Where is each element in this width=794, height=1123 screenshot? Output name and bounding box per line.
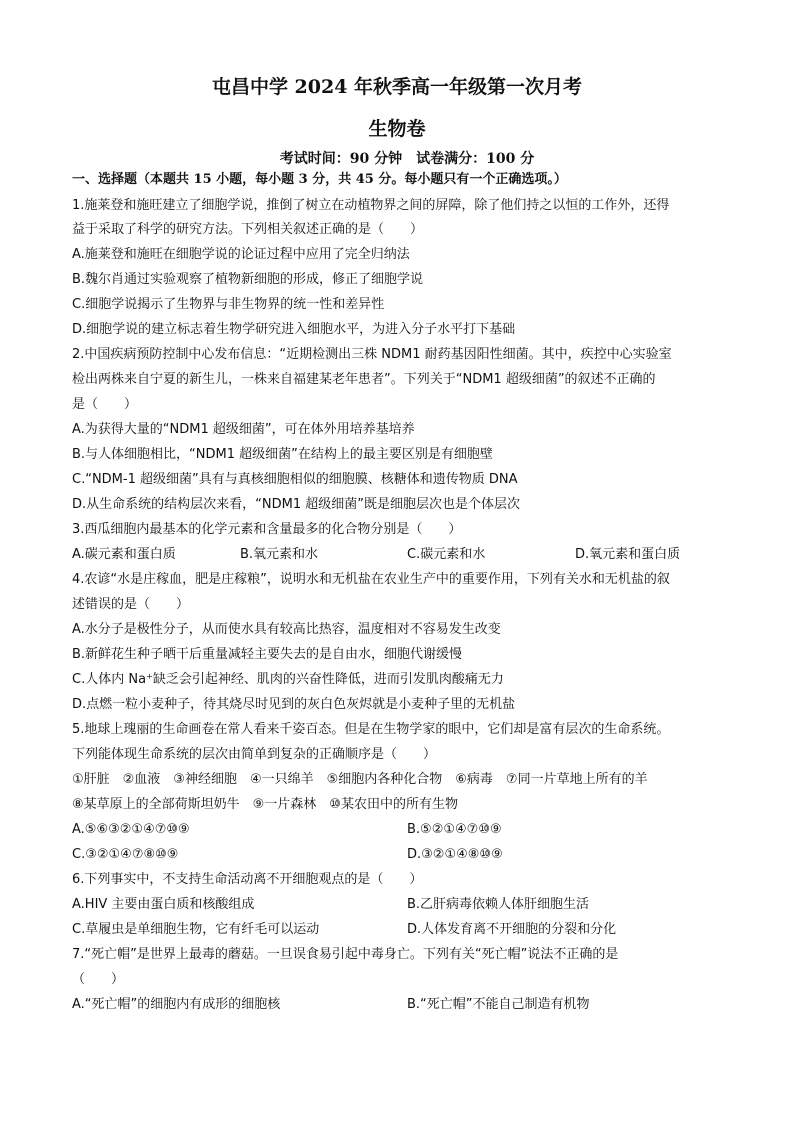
q3-stem: 3.西瓜细胞内最基本的化学元素和含量最多的化合物分别是（ ） (72, 522, 462, 537)
q7-option-a: A.“死亡帽”的细胞内有成形的细胞核 (72, 997, 281, 1012)
q7-stem-2: （ ） (72, 972, 125, 987)
q1-option-c: C.细胞学说揭示了生物界与非生物界的统一性和差异性 (72, 297, 385, 312)
q5-option-c: C.③②①④⑦⑧⑩⑨ (72, 847, 179, 862)
q1-option-b: B.魏尔肖通过实验观察了植物新细胞的形成，修正了细胞学说 (72, 272, 424, 287)
q5-option-a: A.⑤⑥③②①④⑦⑩⑨ (72, 822, 190, 837)
q2-option-a: A.为获得大量的“NDM1 超级细菌”，可在体外用培养基培养 (72, 422, 415, 437)
q2-stem-1: 2.中国疾病预防控制中心发布信息：“近期检测出三株 NDM1 耐药基因阳性细菌。其中，疾控中心实验室 (72, 347, 672, 362)
exam-info: 考试时间：90 分钟 试卷满分：100 分 (279, 151, 535, 167)
q2-stem-2: 检出两株来自宁夏的新生儿，一株来自福建某老年患者”。下列关于“NDM1 超级细菌”的叙述不正确的 (72, 372, 656, 387)
q5-items-1: ①肝脏 ②血液 ③神经细胞 ④一只绵羊 ⑤细胞内各种化合物 ⑥病毒 ⑦同一片草地上所有的羊 (72, 772, 648, 787)
q6-option-c: C.草履虫是单细胞生物，它有纤毛可以运动 (72, 922, 320, 937)
q4-stem-2: 述错误的是（ ） (72, 597, 190, 612)
q1-stem-2: 益于采取了科学的研究方法。下列相关叙述正确的是（ ） (72, 222, 424, 237)
q6-option-d: D.人体发育离不开细胞的分裂和分化 (407, 922, 617, 937)
q7-options-ab (72, 995, 722, 1015)
exam-title: 屯昌中学 2024 年秋季高一年级第一次月考 (211, 76, 583, 98)
q3-option-c: C.碳元素和水 (407, 547, 486, 562)
q5-option-b: B.⑤②①④⑦⑩⑨ (407, 822, 502, 837)
q4-option-b: B.新鲜花生种子晒干后重量减轻主要失去的是自由水，细胞代谢缓慢 (72, 647, 463, 662)
subject-title: 生物卷 (368, 118, 426, 140)
q5-option-d: D.③②①④⑧⑩⑨ (407, 847, 503, 862)
q2-option-c: C.“NDM-1 超级细菌”具有与真核细胞相似的细胞膜、核糖体和遗传物质 DNA (72, 472, 518, 487)
q1-stem-1: 1.施莱登和施旺建立了细胞学说，推倒了树立在动植物界之间的屏障，除了他们持之以恒的工作外，还得 (72, 198, 670, 213)
q7-stem-1: 7.“死亡帽”是世界上最毒的蘑菇。一旦误食易引起中毒身亡。下列有关“死亡帽”说法不正确的是 (72, 947, 619, 962)
q4-option-a: A.水分子是极性分子，从而使水具有较高比热容，温度相对不容易发生改变 (72, 622, 501, 637)
q2-option-d: D.从生命系统的结构层次来看，“NDM1 超级细菌”既是细胞层次也是个体层次 (72, 497, 520, 512)
q3-option-d: D.氧元素和蛋白质 (575, 547, 681, 562)
q6-stem: 6.下列事实中，不支持生命活动离不开细胞观点的是（ ） (72, 872, 423, 887)
q3-options (72, 545, 722, 565)
q5-options-ab (72, 820, 722, 840)
q2-stem-3: 是（ ） (72, 397, 138, 412)
section-heading: 一、选择题（本题共 15 小题，每小题 3 分，共 45 分。每小题只有一个正确选项。） (72, 172, 567, 187)
q5-items-2: ⑧某草原上的全部荷斯坦奶牛 ⑨一片森林 ⑩某农田中的所有生物 (72, 797, 458, 812)
q7-option-b: B.“死亡帽”不能自己制造有机物 (407, 997, 590, 1012)
q6-option-a: A.HIV 主要由蛋白质和核酸组成 (72, 897, 255, 912)
q3-option-b: B.氧元素和水 (240, 547, 319, 562)
q4-option-d: D.点燃一粒小麦种子，待其烧尽时见到的灰白色灰烬就是小麦种子里的无机盐 (72, 697, 516, 712)
q6-options-ab (72, 895, 722, 915)
q6-options-cd (72, 920, 722, 940)
q1-option-a: A.施莱登和施旺在细胞学说的论证过程中应用了完全归纳法 (72, 247, 410, 262)
q2-option-b: B.与人体细胞相比，“NDM1 超级细菌”在结构上的最主要区别是有细胞壁 (72, 447, 493, 462)
q6-option-b: B.乙肝病毒依赖人体肝细胞生活 (407, 897, 590, 912)
q4-stem-1: 4.农谚“水是庄稼血，肥是庄稼粮”，说明水和无机盐在农业生产中的重要作用，下列有关水和无机盐的叙 (72, 572, 670, 587)
q3-option-a: A.碳元素和蛋白质 (72, 547, 176, 562)
q5-options-cd (72, 845, 722, 865)
q4-option-c: C.人体内 Na⁺缺乏会引起神经、肌肉的兴奋性降低，进而引发肌肉酸痛无力 (72, 672, 504, 687)
q5-stem-2: 下列能体现生命系统的层次由简单到复杂的正确顺序是（ ） (72, 747, 437, 762)
q1-option-d: D.细胞学说的建立标志着生物学研究进入细胞水平，为进入分子水平打下基础 (72, 322, 516, 337)
q5-stem-1: 5.地球上瑰丽的生命画卷在常人看来千姿百态。但是在生物学家的眼中，它们却是富有层次的生命系统。 (72, 722, 670, 737)
